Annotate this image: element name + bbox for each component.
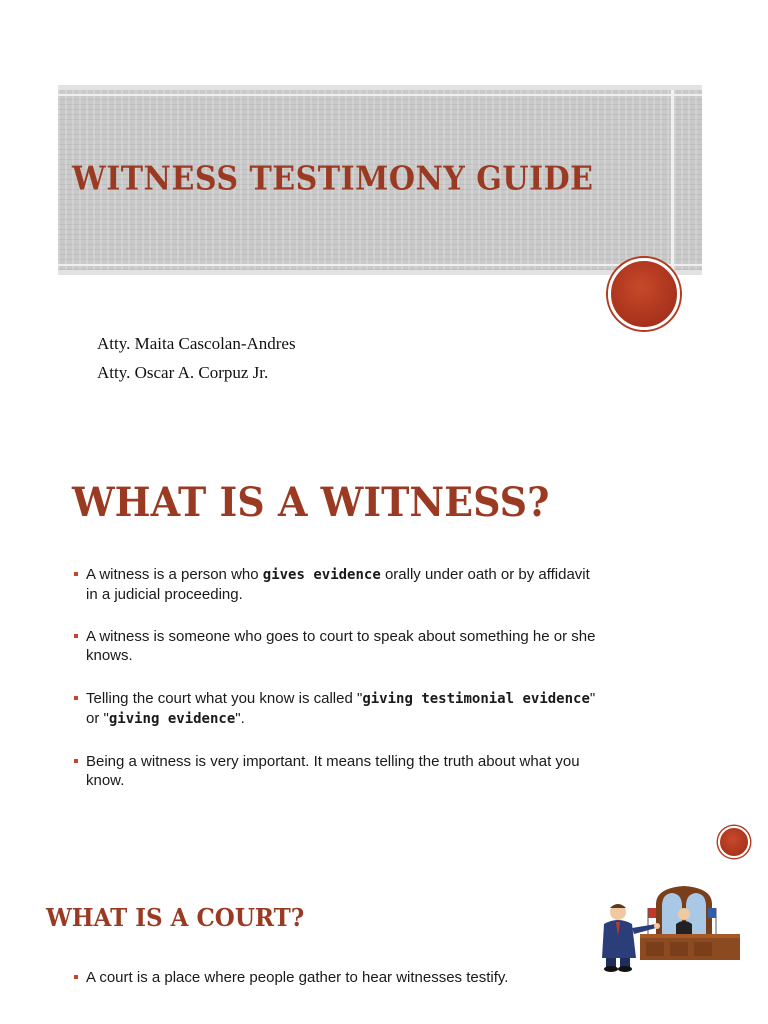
banner-top-line: [58, 94, 702, 96]
banner-vertical-strip: [671, 90, 674, 270]
section-heading-witness: WHAT IS A WITNESS?: [72, 478, 550, 526]
bullet-square-icon: [74, 572, 78, 576]
bullet-text: A court is a place where people gather to hear witnesses testify.: [86, 969, 509, 986]
list-item: [74, 689, 604, 729]
list-item: [74, 968, 604, 987]
bullet-square-icon: [74, 975, 78, 979]
slide-title: WITNESS TESTIMONY GUIDE: [72, 160, 594, 199]
decorative-circle-icon: [718, 826, 750, 858]
bullet-text: Telling the court what you know is called "giving testimonial evidence" or "giving evidence".: [86, 690, 596, 727]
bullet-square-icon: [74, 759, 78, 763]
list-item: [74, 752, 604, 790]
bullet-square-icon: [74, 634, 78, 638]
bullet-text: A witness is a person who gives evidence orally under oath or by affidavit in a judicial proceeding.: [86, 566, 590, 603]
list-item: [74, 565, 604, 604]
section-heading-court: WHAT IS A COURT?: [46, 904, 305, 933]
courtroom-judge-lawyer-icon: [596, 884, 740, 974]
bullet-text: A witness is someone who goes to court to speak about something he or she knows.: [86, 628, 596, 664]
banner-bottom-line: [58, 264, 702, 266]
bullet-text: Being a witness is very important. It means telling the truth about what you know.: [86, 753, 580, 789]
author-name: Atty. Oscar A. Corpuz Jr.: [97, 363, 269, 382]
author-name: Atty. Maita Cascolan-Andres: [97, 334, 296, 353]
list-item: [74, 627, 604, 665]
decorative-circle-icon: [608, 258, 680, 330]
bullet-square-icon: [74, 696, 78, 700]
